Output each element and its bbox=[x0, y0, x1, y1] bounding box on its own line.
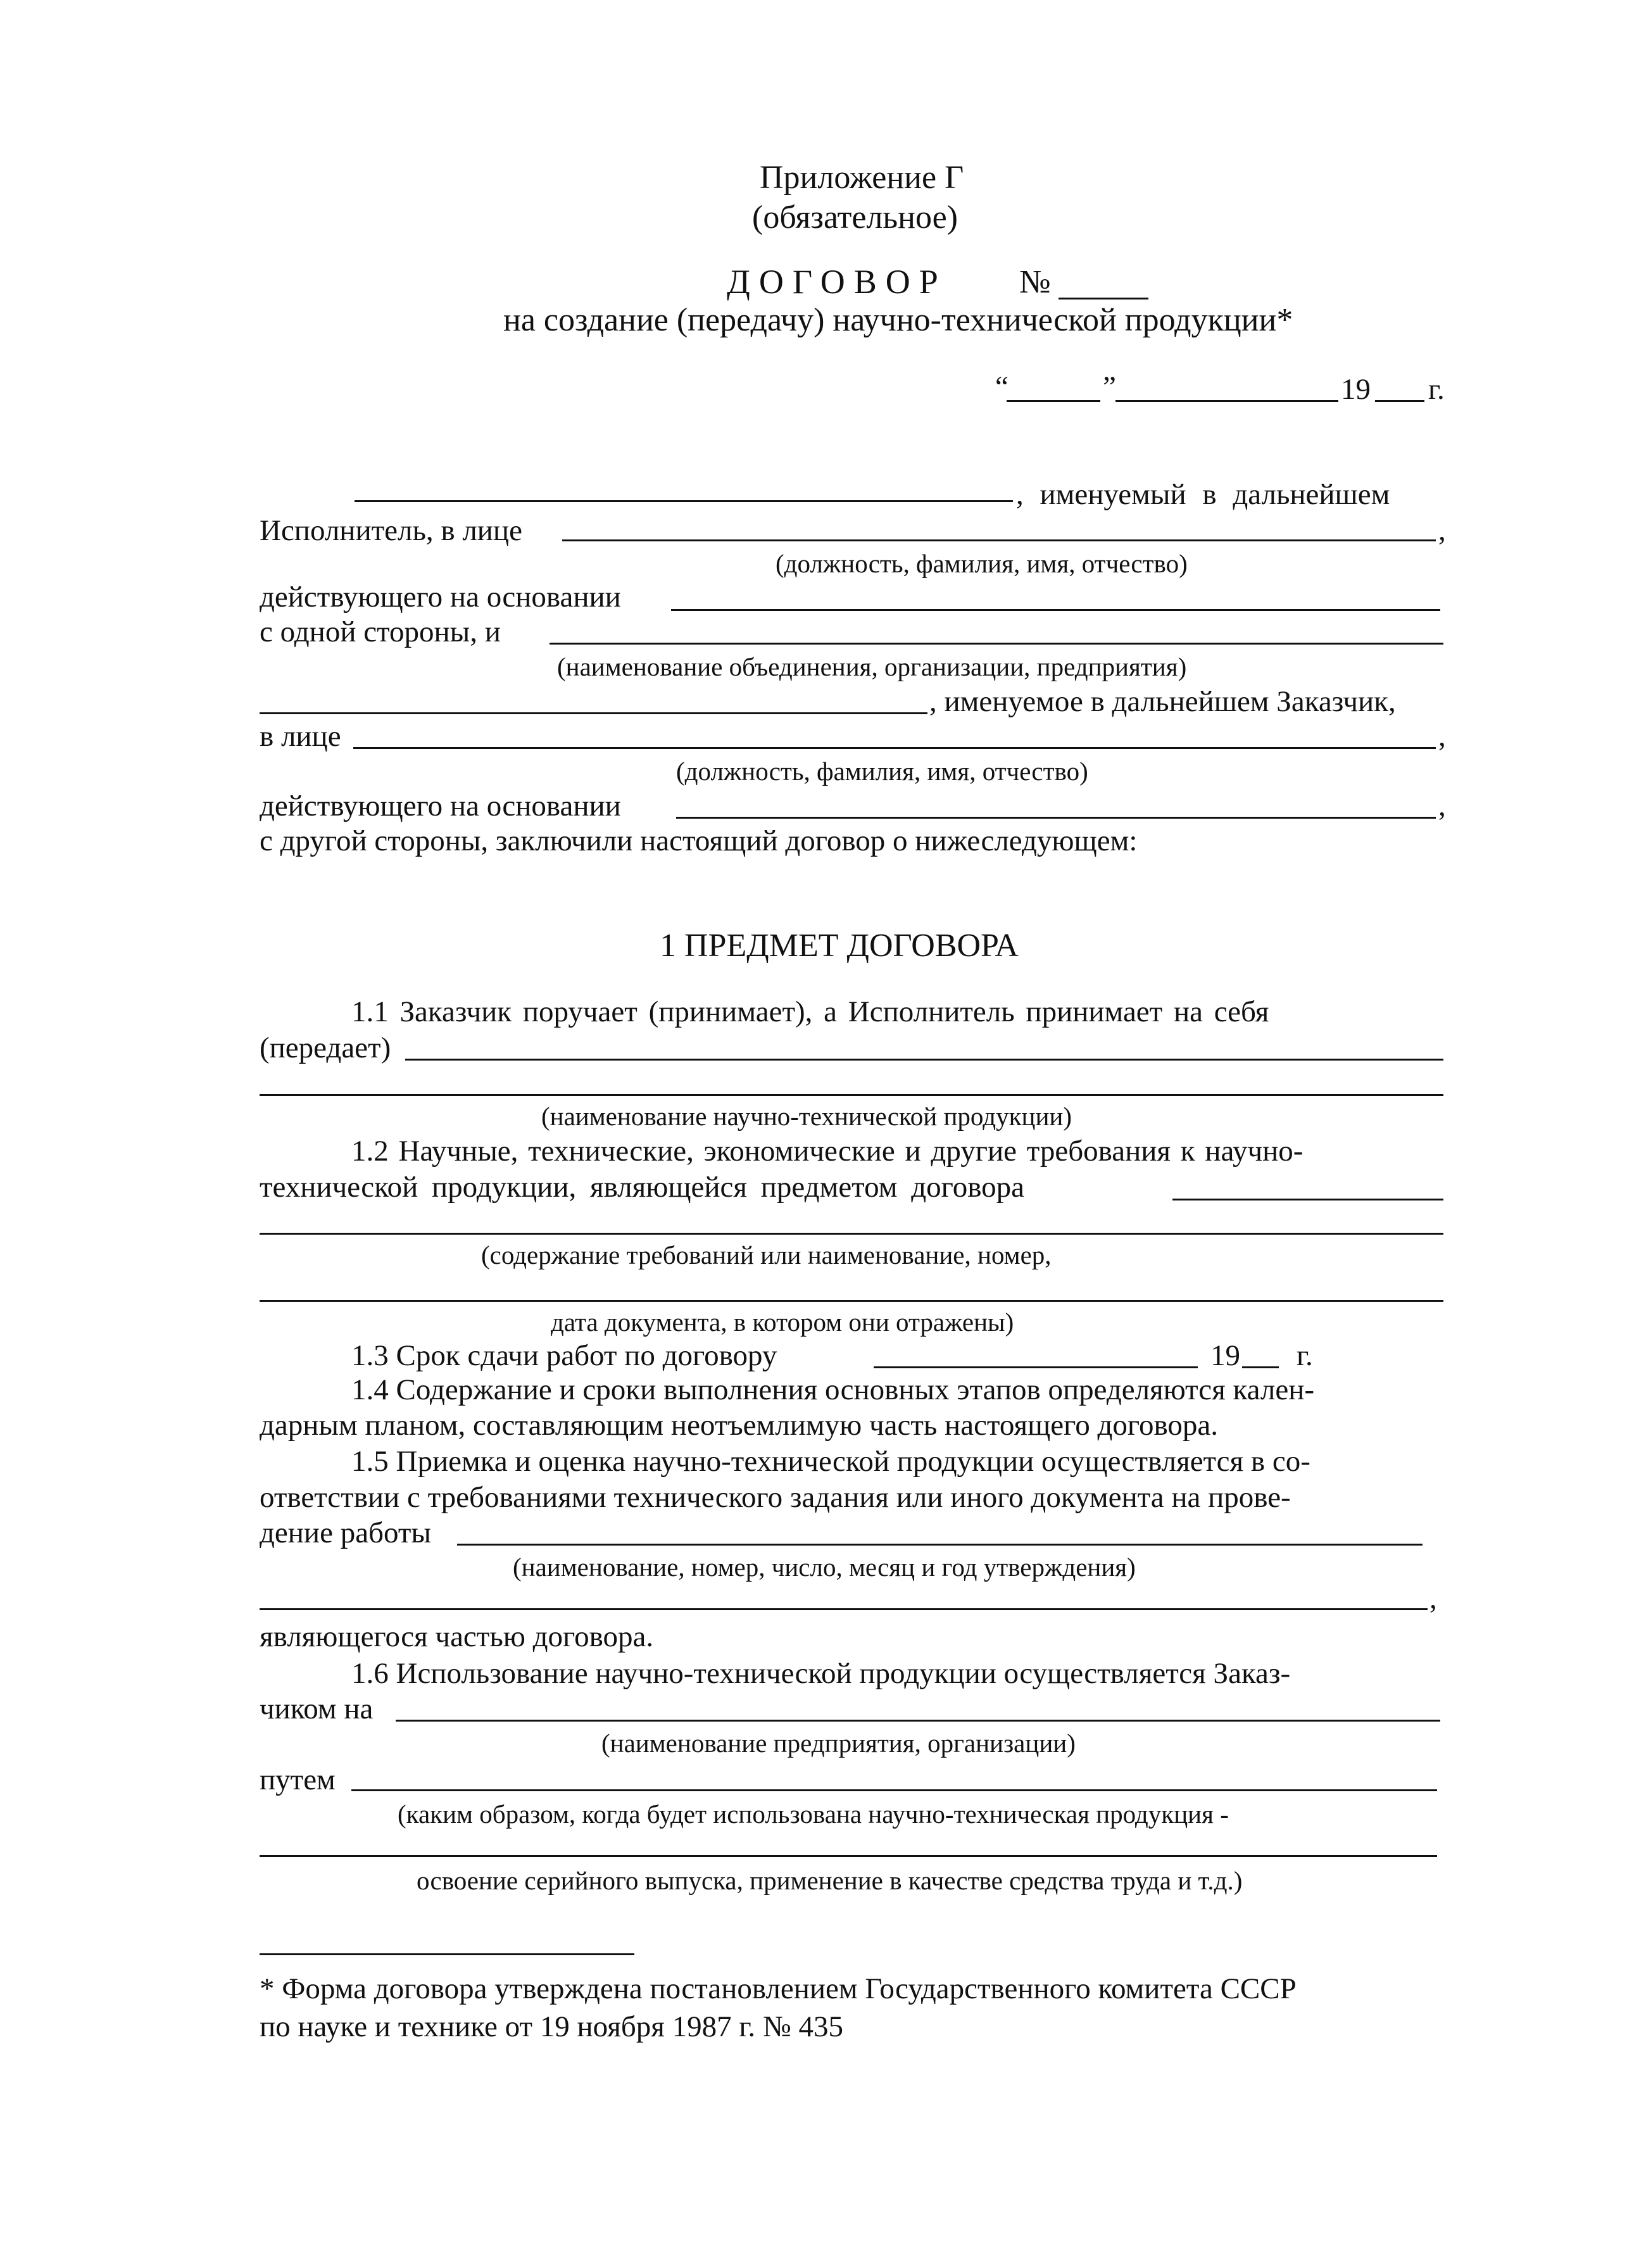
clause-1-2-line2: технической продукции, являющейся предметом договора bbox=[260, 1171, 1024, 1204]
hint-position-name-2: (должность, фамилия, имя, отчество) bbox=[676, 757, 1088, 786]
executor-basis-field[interactable] bbox=[671, 609, 1440, 611]
usage-method-field-1[interactable] bbox=[351, 1789, 1437, 1791]
customer-in-person-label: в лице bbox=[260, 720, 341, 753]
deadline-year-prefix: 19 bbox=[1210, 1339, 1240, 1372]
tech-document-field-1[interactable] bbox=[457, 1544, 1423, 1546]
contract-number-field[interactable] bbox=[1059, 298, 1148, 299]
customer-name-field[interactable] bbox=[260, 712, 927, 714]
customer-org-field[interactable] bbox=[550, 643, 1443, 645]
requirements-field-3[interactable] bbox=[260, 1300, 1443, 1302]
acting-basis-label: действующего на основании bbox=[260, 581, 621, 614]
clause-1-5-line4: являющегося частью договора. bbox=[260, 1620, 654, 1653]
clause-1-5-comma: , bbox=[1429, 1582, 1437, 1615]
appendix-title: Приложение Г bbox=[760, 160, 964, 196]
customer-comma: , bbox=[1438, 720, 1446, 753]
appendix-subtitle: (обязательное) bbox=[752, 199, 958, 236]
executor-name-field[interactable] bbox=[355, 500, 1013, 502]
date-year-field[interactable] bbox=[1375, 400, 1424, 402]
hint-how-used: (каким образом, когда будет использована научно-техническая продукция - bbox=[398, 1799, 1229, 1829]
tech-document-field-2[interactable] bbox=[260, 1608, 1428, 1610]
hint-serial: освоение серийного выпуска, применение в качестве средства труда и т.д.) bbox=[417, 1866, 1243, 1895]
clause-1-1-line2: (передает) bbox=[260, 1031, 391, 1064]
section-1-heading: 1 ПРЕДМЕТ ДОГОВОРА bbox=[660, 928, 1019, 964]
customer-basis-comma: , bbox=[1438, 790, 1446, 822]
date-year-prefix: 19 bbox=[1341, 373, 1371, 406]
hint-approval: (наименование, номер, число, месяц и год утверждения) bbox=[513, 1553, 1136, 1582]
customer-person-field[interactable] bbox=[353, 747, 1436, 749]
hint-product-name: (наименование научно-технической продукции) bbox=[541, 1102, 1072, 1131]
acting-basis-label-2: действующего на основании bbox=[260, 790, 621, 822]
date-close-quote: ” bbox=[1103, 370, 1116, 403]
hint-enterprise: (наименование предприятия, организации) bbox=[601, 1729, 1076, 1758]
hint-document-date: дата документа, в котором они отражены) bbox=[551, 1307, 1014, 1337]
clause-1-5-line3: дение работы bbox=[260, 1516, 431, 1549]
requirements-field-1[interactable] bbox=[1172, 1199, 1443, 1200]
date-open-quote: “ bbox=[995, 370, 1008, 403]
hint-requirements: (содержание требований или наименование, номер, bbox=[481, 1240, 1052, 1269]
date-month-field[interactable] bbox=[1115, 400, 1338, 402]
one-side-and-label: с одной стороны, и bbox=[260, 615, 501, 648]
hint-position-name: (должность, фамилия, имя, отчество) bbox=[776, 549, 1188, 578]
contract-number-sign: № bbox=[1019, 264, 1051, 300]
by-means-label: путем bbox=[260, 1763, 336, 1796]
deadline-year-field[interactable] bbox=[1242, 1366, 1279, 1368]
footnote-line2: по науке и технике от 19 ноября 1987 г. № 435 bbox=[260, 2010, 843, 2043]
usage-method-field-2[interactable] bbox=[260, 1855, 1437, 1857]
date-year-suffix: г. bbox=[1428, 373, 1445, 406]
clause-1-1-line1: 1.1 Заказчик поручает (принимает), а Исполнитель принимает на себя bbox=[351, 995, 1269, 1028]
footnote-separator bbox=[260, 1953, 634, 1955]
contract-title: ДОГОВОР bbox=[727, 263, 947, 301]
clause-1-6-line1: 1.6 Использование научно-технической продукции осуществляется Заказ- bbox=[351, 1657, 1291, 1690]
clause-1-2-line1: 1.2 Научные, технические, экономические и другие требования к научно- bbox=[351, 1135, 1304, 1168]
other-side-text: с другой стороны, заключили настоящий договор о нижеследующем: bbox=[260, 824, 1138, 857]
product-name-field-1[interactable] bbox=[405, 1059, 1443, 1061]
clause-1-5-line1: 1.5 Приемка и оценка научно-технической продукции осуществляется в со- bbox=[351, 1445, 1310, 1478]
product-name-field-2[interactable] bbox=[260, 1094, 1443, 1096]
executor-in-person-label: Исполнитель, в лице bbox=[260, 514, 522, 547]
requirements-field-2[interactable] bbox=[260, 1233, 1443, 1235]
footnote-line1: * Форма договора утверждена постановлением Государственного комитета СССР bbox=[260, 1972, 1297, 2005]
hint-organization: (наименование объединения, организации, предприятия) bbox=[557, 652, 1187, 681]
executor-named-text: , именуемый в дальнейшем bbox=[1016, 478, 1390, 511]
contract-subject-line: на создание (передачу) научно-технической продукции* bbox=[503, 302, 1293, 338]
customer-named-text: , именуемое в дальнейшем Заказчик, bbox=[929, 685, 1396, 718]
clause-1-4-line2: дарным планом, составляющим неотъемлимую часть настоящего договора. bbox=[260, 1409, 1218, 1442]
executor-person-field[interactable] bbox=[562, 539, 1436, 541]
deadline-field[interactable] bbox=[874, 1366, 1198, 1368]
executor-comma: , bbox=[1438, 514, 1446, 547]
customer-basis-field[interactable] bbox=[676, 817, 1436, 819]
clause-1-6-line2: чиком на bbox=[260, 1692, 374, 1725]
clause-1-4-line1: 1.4 Содержание и сроки выполнения основных этапов определяются кален- bbox=[351, 1373, 1315, 1406]
clause-1-5-line2: ответствии с требованиями технического задания или иного документа на прове- bbox=[260, 1481, 1291, 1514]
deadline-year-suffix: г. bbox=[1297, 1339, 1313, 1372]
date-day-field[interactable] bbox=[1007, 400, 1100, 402]
enterprise-field[interactable] bbox=[396, 1720, 1440, 1722]
clause-1-3: 1.3 Срок сдачи работ по договору bbox=[351, 1339, 777, 1372]
